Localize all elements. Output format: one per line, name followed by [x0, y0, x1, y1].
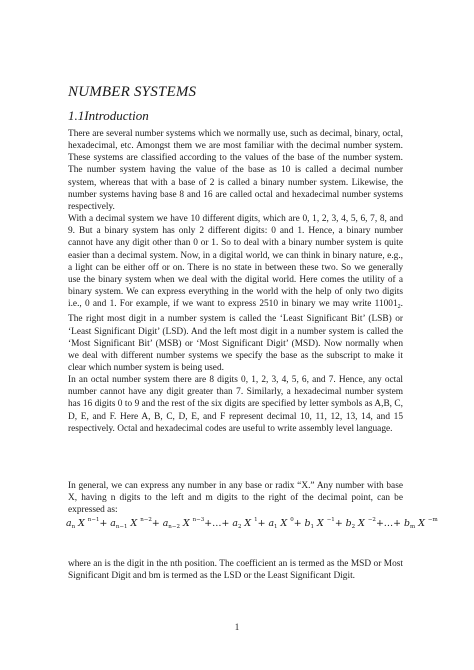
paragraph-msd-lsd: where an is the digit in the nth position. The coefficient an is termed as the MSD or Most Significant Digit and bm is termed as the LSD or the Least Significant Digit.: [68, 559, 403, 582]
page-number: 1: [234, 622, 240, 632]
body-text: [68, 128, 403, 435]
chapter-title: NUMBER SYSTEMS: [68, 84, 197, 100]
radix-expansion-formula: $a_n$ X $^{n-1}+ a_{n-1}$ X $^{n-2}+ a_{n-2}$ X $^{n-3}$+…+ $a_2$ X $^1+ a_1$ X $^0+ b_1$ X $^{-1}+ b_2$ X $^{-2}$+…+ $b_m$ X $^{-m}$: [66, 517, 438, 530]
paragraph-binary-text: With a decimal system we have 10 different digits, which are 0, 1, 2, 3, 4, 5, 6, 7, 8, and 9. But a binary system has only 2 different digits: 0 and 1. Hence, a binary number cannot have any digit other than 0 or 1. So to deal with a binary number system is quite easier than a decimal system. Now, in a digital world, we can think in binary nature, e.g., a light can be either off or on. There is no state in between these two. So we generally use the binary system when we deal with the digital world. Here comes the utility of a binary system. We can express everything in the world with the help of only two digits i.e., 0 and 1. For example, if we want to express 2510 in binary we may write 11001: [68, 214, 403, 310]
paragraph-octal-hex: In an octal number system there are 8 digits 0, 1, 2, 3, 4, 5, 6, and 7. Hence, any octal number cannot have any digit greater than 7. Similarly, a hexadecimal number system has 16 digits 0 to 9 and the rest of the six digits are specified by letter symbols as A,B, C, D, E, and F. Here A, B, C, D, E, and F represent decimal 10, 11, 12, 13, 14, and 15 respectively. Octal and hexadecimal codes are useful to write assembly level language.: [68, 375, 403, 434]
paragraph-intro: There are several number systems which we normally use, such as decimal, binary, octal, hexadecimal, etc. Amongst them we are most familiar with the decimal number system. These systems are classified according to the values of the base of the number system. The number system having the value of the base as 10 is called a decimal number system, whereas that with a base of 2 is called a binary number system. Likewise, the number systems having base 8 and 16 are called octal and hexadecimal number systems respectively.: [68, 129, 403, 212]
paragraph-binary: [68, 213, 403, 374]
binary-subscript: 2: [397, 304, 401, 311]
paragraph-general-radix: In general, we can express any number in any base or radix “X.” Any number with base X, having n digits to the left and m digits to the right of the decimal point, can be expressed as:: [68, 481, 403, 516]
section-title: 1.1Introduction: [68, 108, 149, 123]
paragraph-binary-text-continued: . The right most digit in a number system is called the ‘Least Significant Bit’ (LSB) or ‘Least Significant Digit’ (LSD). And the left most digit in a number system is called the ‘Most Significant Bit’ (MSB) or ‘Most Significant Digit’ (MSD). Now normally when we deal with different number systems we specify the base as the subscript to make it clear which number system is being used.: [68, 299, 403, 373]
